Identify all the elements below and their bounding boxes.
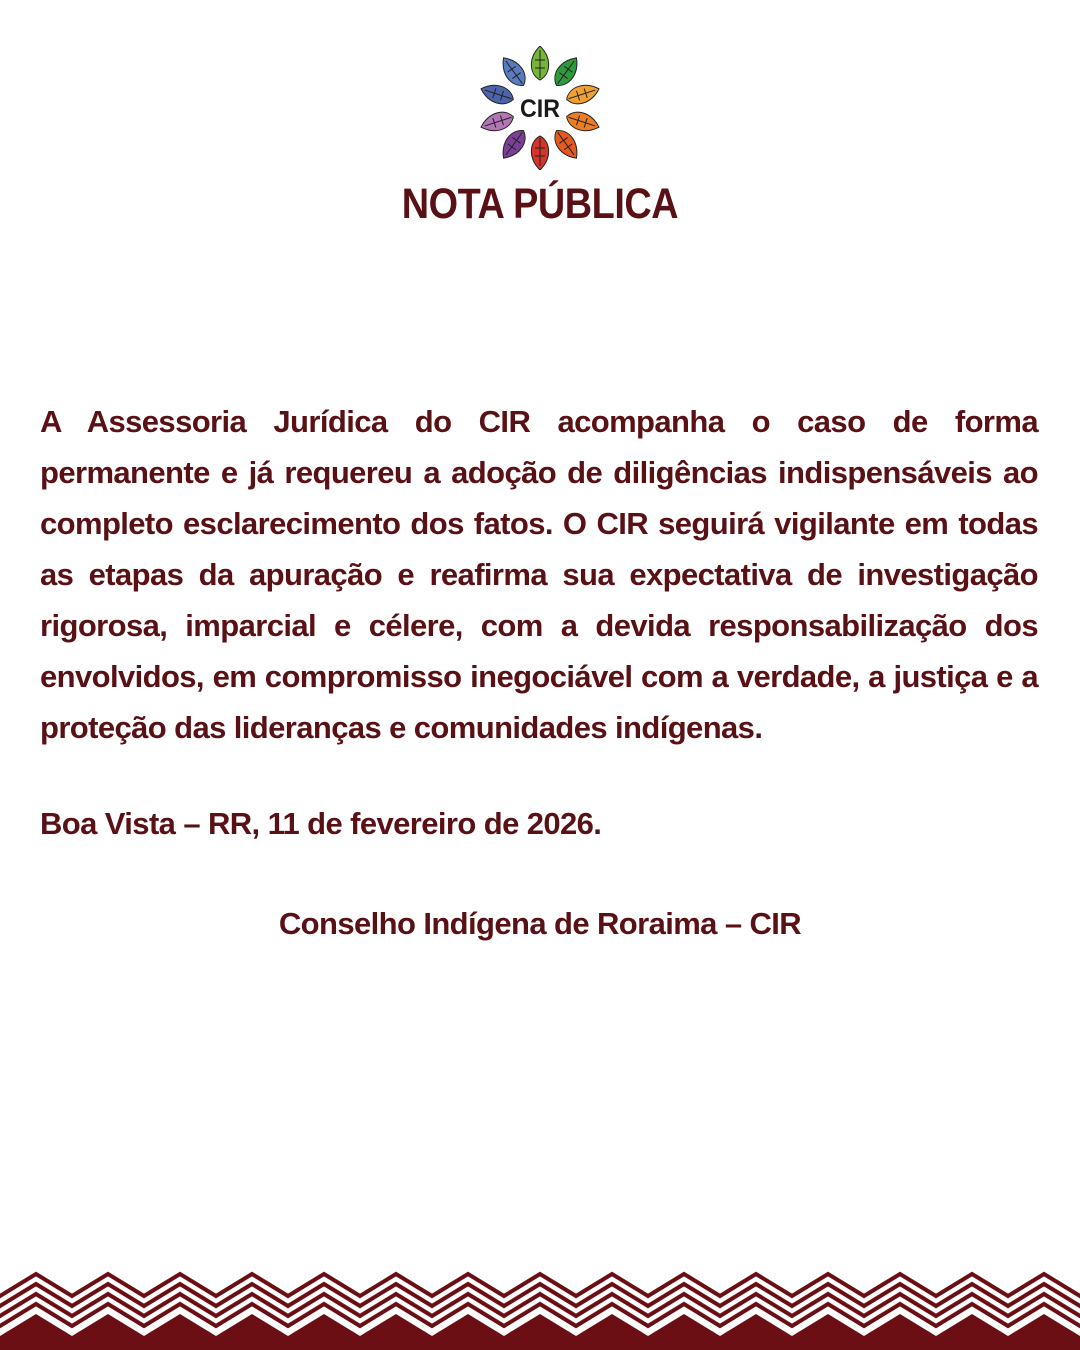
page-title: NOTA PÚBLICA [401,180,679,228]
cir-logo [470,46,610,170]
feather-icon [531,136,548,170]
feather-icon [478,108,516,135]
signature: Conselho Indígena de Roraima – CIR [278,906,802,941]
feather-icon [564,108,602,135]
feather-icon [549,53,583,91]
logo-text: CIR [520,95,560,123]
feather-icon [497,126,531,164]
zigzag-border [0,1270,1080,1350]
feather-icon [478,81,516,108]
feather-icon [531,46,548,80]
body-paragraph: A Assessoria Jurídica do CIR acompanha o caso de forma permanente e já requereu a adoção de diligências indispensáveis ao completo esclarecimento dos fatos. O CIR seguirá vigilante em todas as etapas da apuração e reafirma sua expectativa de investigação rigorosa, imparcial e célere, com a devida responsabilização dos envolvidos, em compromisso inegociável com a verdade, a justiça e a proteção das lideranças e comunidades indígenas. [40,404,1038,745]
feather-icon [497,53,531,91]
date-line: Boa Vista – RR, 11 de fevereiro de 2026. [40,806,602,841]
feather-icon [564,81,602,108]
feather-icon [549,126,583,164]
